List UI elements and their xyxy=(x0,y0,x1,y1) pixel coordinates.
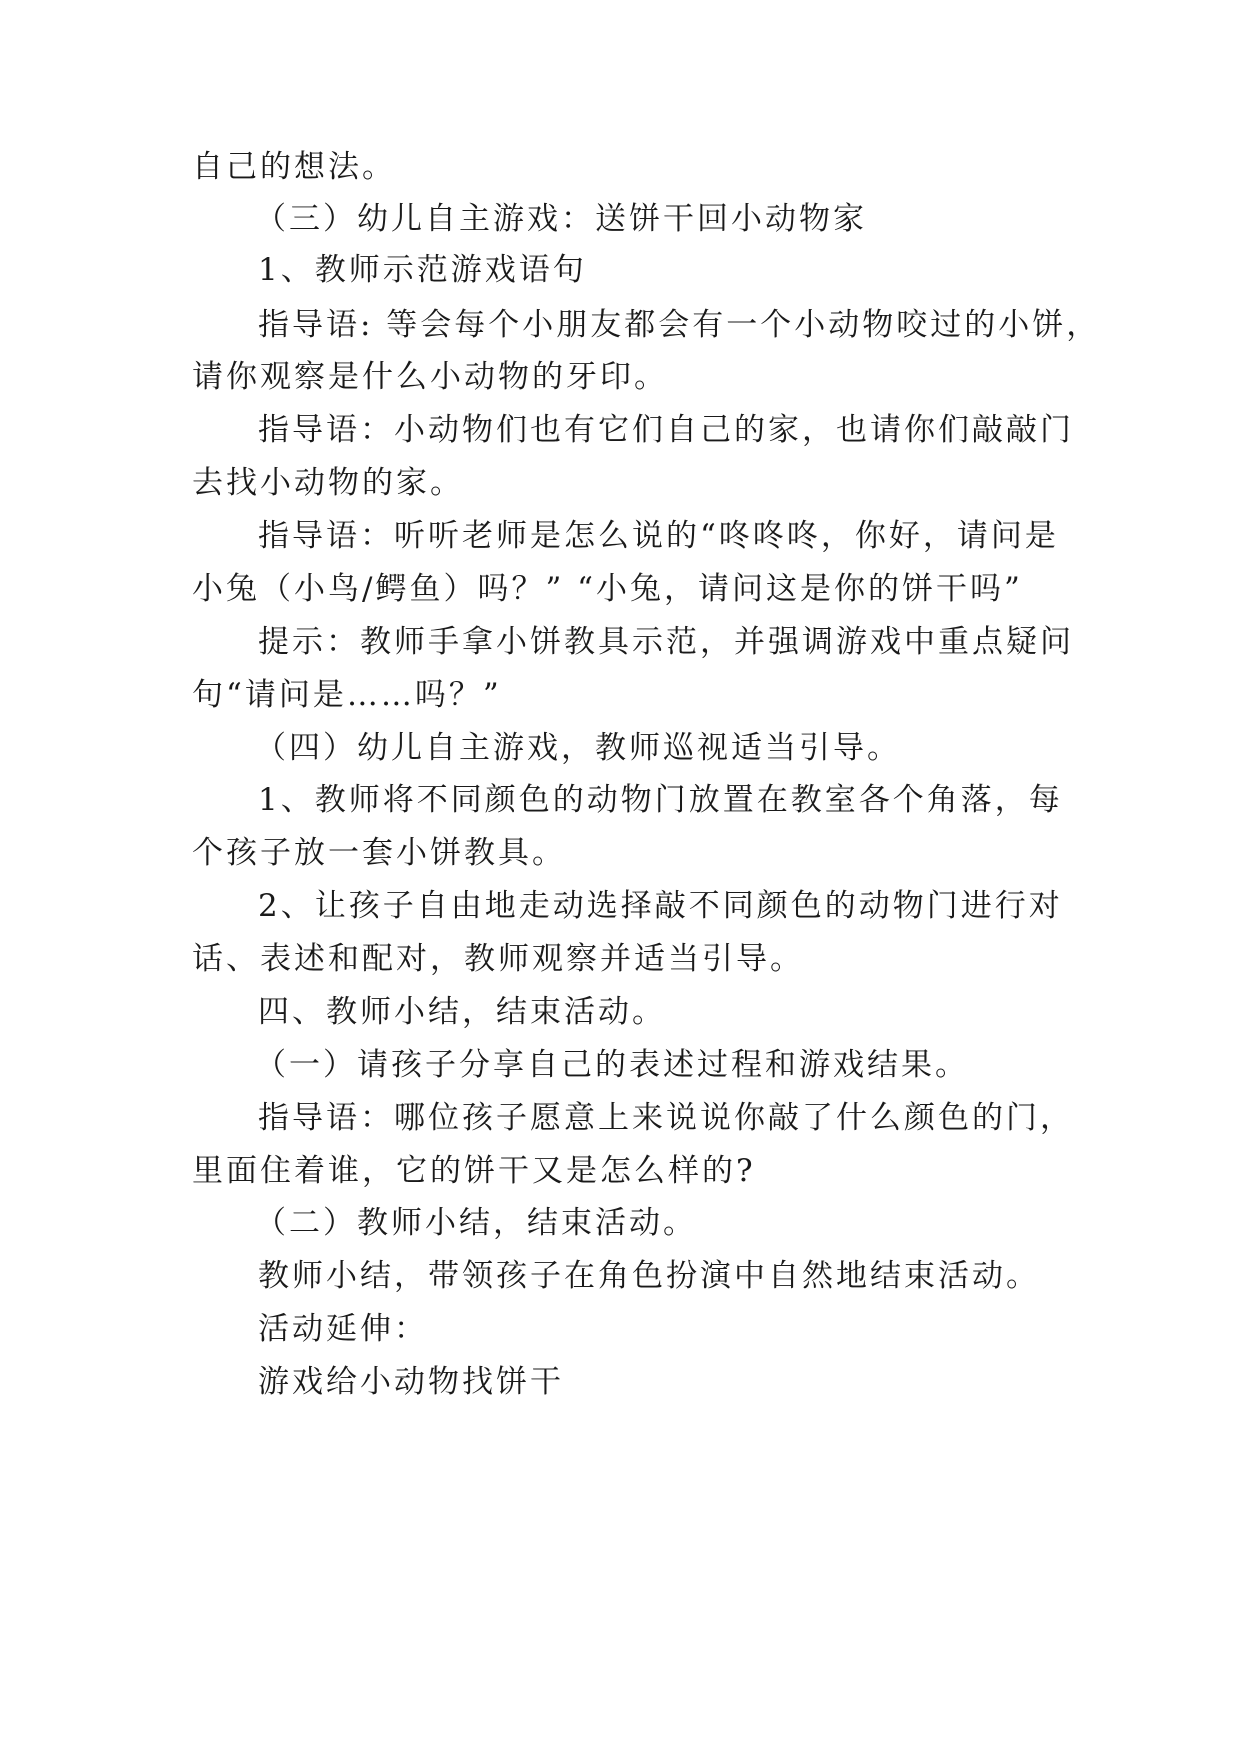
text-line: 1、教师示范游戏语句 xyxy=(258,252,587,288)
text-line: 自己的想法。 xyxy=(192,149,396,185)
text-line: 指导语：小动物们也有它们自己的家，也请你们敲敲门 xyxy=(258,412,1074,448)
text-line: 句“请问是……吗？” xyxy=(192,677,502,713)
section-heading: （三）幼儿自主游戏：送饼干回小动物家 xyxy=(255,201,867,237)
text-line: 游戏给小动物找饼干 xyxy=(258,1364,564,1400)
text-line: 提示：教师手拿小饼教具示范，并强调游戏中重点疑问 xyxy=(258,624,1074,660)
section-heading: （二）教师小结，结束活动。 xyxy=(255,1205,697,1241)
text-line: 教师小结，带领孩子在角色扮演中自然地结束活动。 xyxy=(258,1258,1040,1294)
text-line: 里面住着谁，它的饼干又是怎么样的? xyxy=(192,1153,756,1189)
text-line: 活动延伸： xyxy=(258,1311,428,1347)
section-heading: （一）请孩子分享自己的表述过程和游戏结果。 xyxy=(255,1047,969,1083)
text-line: 去找小动物的家。 xyxy=(192,465,464,501)
text-line: 个孩子放一套小饼教具。 xyxy=(192,835,566,871)
text-line: 2、让孩子自由地走动选择敲不同颜色的动物门进行对 xyxy=(258,888,1063,924)
text-line: 指导语：听听老师是怎么说的“咚咚咚，你好，请问是 xyxy=(258,518,1059,554)
text-line: 小兔（小鸟/鳄鱼）吗？” “小兔，请问这是你的饼干吗” xyxy=(192,571,1023,607)
text-line: 指导语：哪位孩子愿意上来说说你敲了什么颜色的门， xyxy=(258,1100,1074,1136)
text-line: 请你观察是什么小动物的牙印。 xyxy=(192,359,668,395)
text-line: 1、教师将不同颜色的动物门放置在教室各个角落，每 xyxy=(258,782,1063,818)
section-heading: （四）幼儿自主游戏，教师巡视适当引导。 xyxy=(255,730,901,766)
text-line: 话、表述和配对，教师观察并适当引导。 xyxy=(192,941,804,977)
section-heading: 四、教师小结，结束活动。 xyxy=(258,994,666,1030)
text-line: 指导语: 等会每个小朋友都会有一个小动物咬过的小饼， xyxy=(258,307,1101,343)
